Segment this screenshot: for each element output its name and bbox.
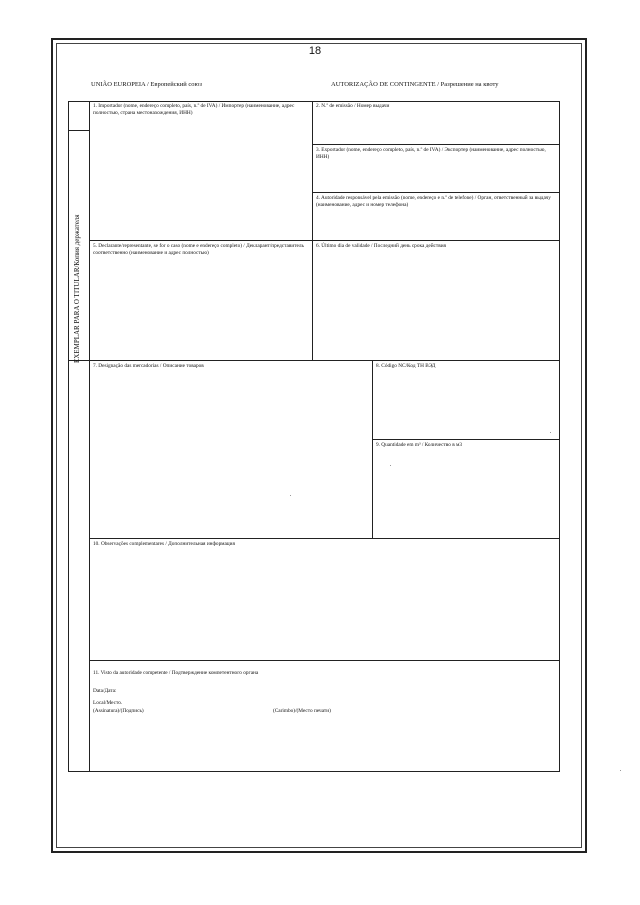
field-9-quantity[interactable]: 9. Quantidade em m³ / Количество в м3: [376, 442, 463, 448]
field-7-goods-description[interactable]: 7. Designação das mercadorias / Описание товаров: [93, 363, 204, 369]
field-4-issuing-authority[interactable]: 4. Autoridade responsável pela emissão (nome, endereço e n.º de telefone) / Орган, ответственный за выдачу (наименование, адрес и номер телефона): [316, 195, 551, 209]
scan-speck: [620, 770, 621, 771]
scan-speck: [390, 465, 391, 466]
field-1-importer[interactable]: 1. Importador (nome, endereço completo, país, n.º de IVA) / Импортер (наименование, адрес полностью, страна местонахождения, ИНН): [93, 103, 295, 117]
header-left: UNIÃO EUROPEIA / Европейский союз: [91, 81, 202, 88]
field-10-additional-info[interactable]: 10. Observações complementares / Дополнительная информация: [93, 541, 235, 547]
field-8-cn-code[interactable]: 8. Código NC/Код ТН ВЭД: [376, 363, 436, 369]
side-notch-line: [68, 130, 90, 131]
page-number: 18: [308, 45, 322, 57]
scan-speck: [550, 432, 551, 433]
place-label: Local/Место.: [93, 700, 123, 706]
scan-speck: [290, 495, 291, 496]
field-11-authority-endorsement[interactable]: 11. Visto da autoridade competente / Подтверждение компетентного органа: [93, 670, 259, 676]
stamp-label: (Carimbo)/(Место печати): [273, 708, 331, 714]
row-divider-11: [89, 660, 560, 661]
field-2-issue-number[interactable]: 2. N.º de emissão / Номер выдачи: [316, 103, 390, 109]
signature-label: (Assinatura)/(Подпись): [93, 708, 144, 714]
date-label: Data/Дата:: [93, 688, 117, 694]
side-label-text: EXEMPLAR PARA O TITULAR/Копия держателя: [73, 214, 81, 363]
header-right: AUTORIZAÇÃO DE CONTINGENTE / Разрешение на квоту: [331, 81, 499, 88]
field-5-declarant[interactable]: 5. Declarante/representante, se for o caso (nome e endereço completo) / Декларант/представитель соответственно (наименование и адрес полностью): [93, 243, 304, 257]
side-label: [69, 214, 89, 381]
field-3-exporter[interactable]: 3. Exportador (nome, endereço completo, país, n.º de IVA) / Экспортер (наименование, адрес полностью, ИНН): [316, 147, 546, 161]
field-6-last-validity-day[interactable]: 6. Último dia de validade / Последний день срока действия: [316, 243, 446, 249]
